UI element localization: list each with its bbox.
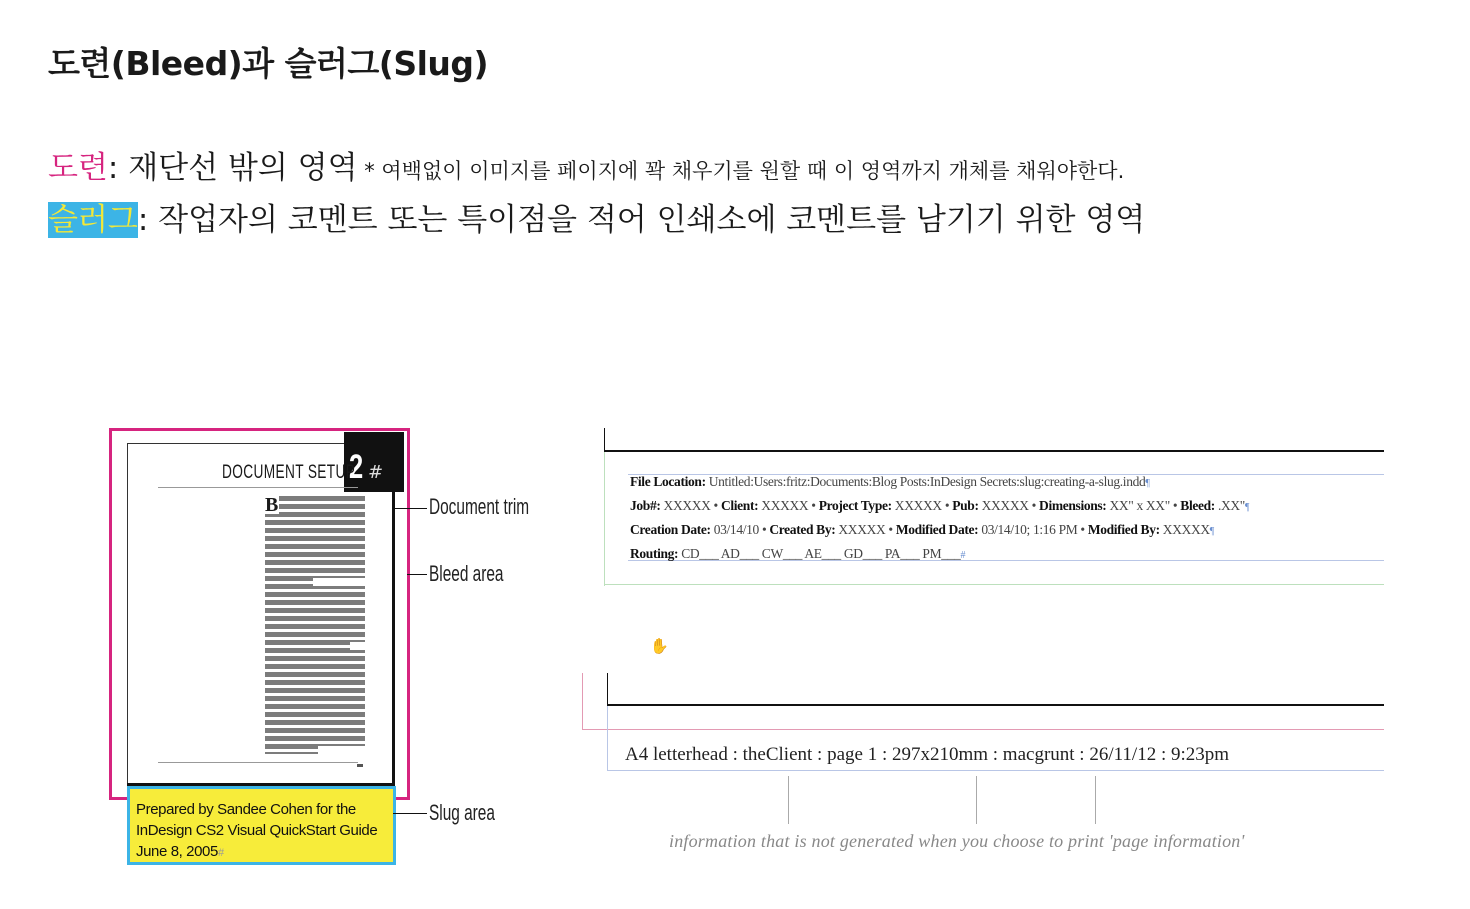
client-value: XXXXX •	[758, 498, 819, 513]
paragraph-gap	[318, 746, 365, 754]
file-location-value: Untitled:Users:fritz:Documents:Blog Posts:InDesign Secrets:slug:creating-a-slug.indd	[705, 474, 1146, 489]
callout-line-trim	[395, 508, 427, 509]
modified-date-value: 03/14/10; 1:16 PM •	[978, 522, 1088, 537]
modified-date-label: Modified Date:	[895, 522, 979, 537]
header-rule	[158, 487, 358, 488]
info-row-file-location	[630, 474, 1150, 490]
created-by-value: XXXXX •	[835, 522, 896, 537]
client-label: Client:	[720, 498, 759, 513]
letterhead-slug-text: A4 letterhead : theClient : page 1 : 297x210mm : macgrunt : 26/11/12 : 9:23pm	[625, 744, 1230, 765]
pub-label: Pub:	[952, 498, 979, 513]
end-mark: #	[960, 550, 966, 561]
trim-mark	[607, 673, 608, 705]
page-trim-line	[607, 704, 1384, 706]
slug-frame-bottom	[604, 584, 1384, 585]
paragraph-gap	[313, 578, 365, 586]
figure-caption: information that is not generated when you choose to print 'page information'	[669, 831, 1245, 851]
page-trim-line	[604, 450, 1384, 452]
project-type-label: Project Type:	[818, 498, 892, 513]
paragraph-gap	[350, 642, 365, 650]
slug-text	[136, 799, 377, 864]
callout-line-slug	[393, 813, 427, 814]
pointer-line	[788, 776, 789, 824]
pilcrow-mark: ¶	[1209, 526, 1214, 537]
footer-rule	[158, 762, 358, 763]
bleed-label: Bleed:	[1180, 498, 1215, 513]
slug-term: 슬러그	[48, 202, 138, 238]
trim-edge-right	[392, 443, 395, 786]
routing-value: CD___ AD___ CW___ AE___ GD___ PA___ PM___	[678, 546, 961, 561]
callout-bleed-area: Bleed area	[429, 561, 504, 586]
slug-line: InDesign CS2 Visual QuickStart Guide	[136, 822, 378, 839]
dimensions-label: Dimensions:	[1039, 498, 1107, 513]
page-number: 2	[349, 448, 364, 486]
pilcrow-mark: ¶	[1244, 502, 1250, 513]
callout-line-bleed	[407, 574, 427, 575]
slug-frame-left	[604, 452, 605, 586]
creation-date-value: 03/14/10 •	[710, 522, 770, 537]
job-label: Job#:	[630, 498, 661, 513]
creation-date-label: Creation Date:	[630, 522, 711, 537]
modified-by-label: Modified By:	[1087, 522, 1160, 537]
dimensions-value: XX" x XX" •	[1106, 498, 1181, 513]
pointer-line	[976, 776, 977, 824]
callout-slug-area: Slug area	[429, 800, 495, 825]
bleed-value: .XX"	[1214, 498, 1245, 513]
slug-line: Prepared by Sandee Cohen for the	[136, 801, 356, 818]
bleed-definition	[48, 142, 1124, 187]
document-heading: DOCUMENT SETUP	[222, 462, 356, 483]
page-number-mark: #	[368, 462, 384, 483]
info-row-routing	[630, 546, 965, 562]
job-value: XXXXX •	[660, 498, 721, 513]
created-by-label: Created By:	[769, 522, 836, 537]
info-row-dates	[630, 522, 1214, 538]
bleed-note: * 여백없이 이미지를 페이지에 꽉 채우기를 원할 때 이 영역까지 개체를 채워야한다.	[357, 159, 1125, 183]
drop-cap: B	[265, 494, 279, 516]
slug-end-mark: #	[217, 847, 224, 859]
bleed-guide-left	[582, 673, 583, 730]
slug-definition	[48, 194, 1145, 239]
slug-line: June 8, 2005	[136, 843, 218, 860]
pointer-line	[1095, 776, 1096, 824]
routing-label: Routing:	[630, 546, 679, 561]
bleed-guide-bottom	[582, 729, 1384, 730]
hand-cursor-icon: ✋	[650, 637, 669, 655]
footer-mark	[357, 764, 363, 767]
modified-by-value: XXXXX	[1159, 522, 1210, 537]
pilcrow-mark: ¶	[1145, 478, 1150, 489]
slug-frame-bottom	[607, 770, 1384, 771]
slug-frame-left	[607, 706, 608, 771]
bleed-description: : 재단선 밖의 영역	[107, 150, 358, 186]
project-type-value: XXXXX •	[891, 498, 953, 513]
page-title: 도련(Bleed)과 슬러그(Slug)	[48, 44, 489, 83]
callout-document-trim: Document trim	[429, 494, 530, 519]
trim-mark	[604, 428, 605, 452]
file-location-label: File Location:	[630, 474, 706, 489]
pub-value: XXXXX •	[978, 498, 1040, 513]
info-row-job	[630, 498, 1249, 514]
body-text-block	[265, 496, 365, 754]
slug-description: : 작업자의 코멘트 또는 특이점을 적어 인쇄소에 코멘트를 남기기 위한 영역	[137, 202, 1146, 238]
bleed-term: 도련	[48, 150, 108, 186]
